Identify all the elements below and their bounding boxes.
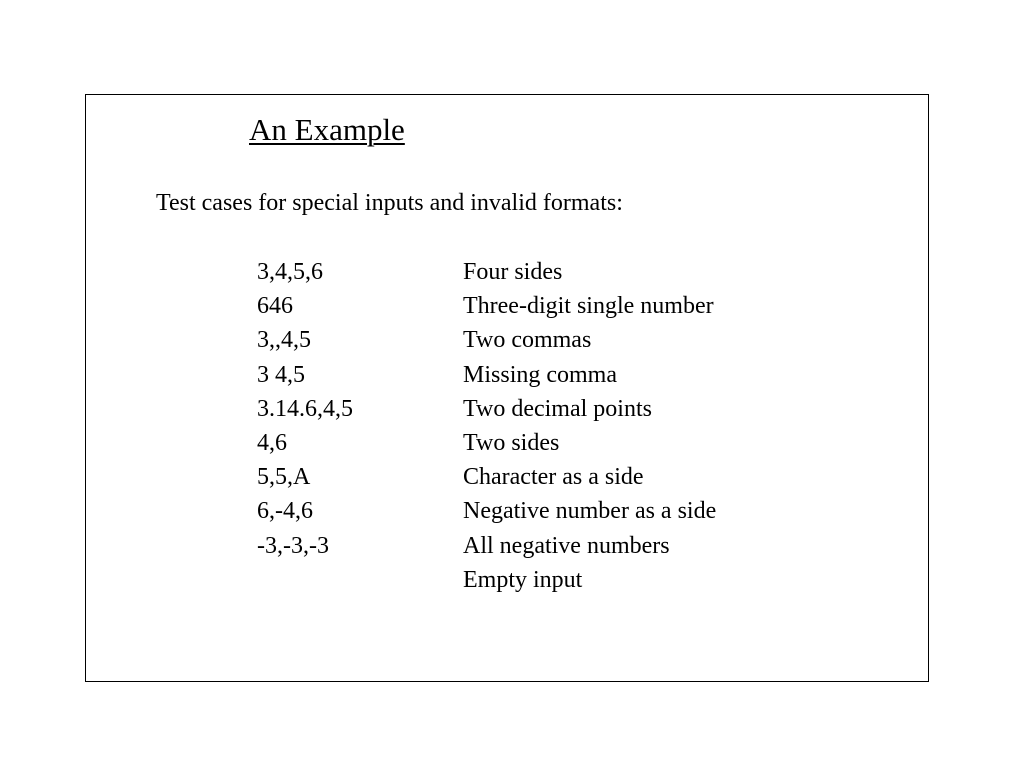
test-input: -3,-3,-3 — [257, 532, 329, 559]
test-description: Two commas — [463, 327, 592, 354]
table-row — [257, 323, 716, 357]
slide-subtitle: Test cases for special inputs and invalid formats: — [156, 190, 623, 216]
test-description: Two sides — [463, 430, 560, 457]
table-row — [257, 358, 716, 392]
test-case-table — [257, 255, 716, 597]
table-row — [257, 426, 716, 460]
table-row — [257, 255, 716, 289]
test-input: 3,,4,5 — [257, 327, 311, 354]
test-description: Two decimal points — [463, 395, 652, 422]
table-row — [257, 494, 716, 528]
slide-title: An Example — [249, 112, 405, 147]
test-input: 5,5,A — [257, 464, 311, 491]
table-row — [257, 529, 716, 563]
test-input: 6,-4,6 — [257, 498, 313, 525]
test-description: Negative number as a side — [463, 498, 717, 525]
test-input — [257, 563, 463, 597]
table-row — [257, 563, 716, 597]
test-input: 3.14.6,4,5 — [257, 395, 353, 422]
test-description: Empty input — [463, 566, 583, 593]
test-description: All negative numbers — [463, 532, 670, 559]
test-description: Missing comma — [463, 361, 617, 388]
test-description: Character as a side — [463, 464, 644, 491]
table-row — [257, 460, 716, 494]
table-row — [257, 289, 716, 323]
test-input: 3 4,5 — [257, 361, 305, 388]
test-input: 3,4,5,6 — [257, 259, 323, 285]
test-input: 646 — [257, 293, 293, 320]
table-row — [257, 392, 716, 426]
test-input: 4,6 — [257, 430, 287, 457]
test-description: Four sides — [463, 259, 563, 285]
test-description: Three-digit single number — [463, 293, 714, 320]
